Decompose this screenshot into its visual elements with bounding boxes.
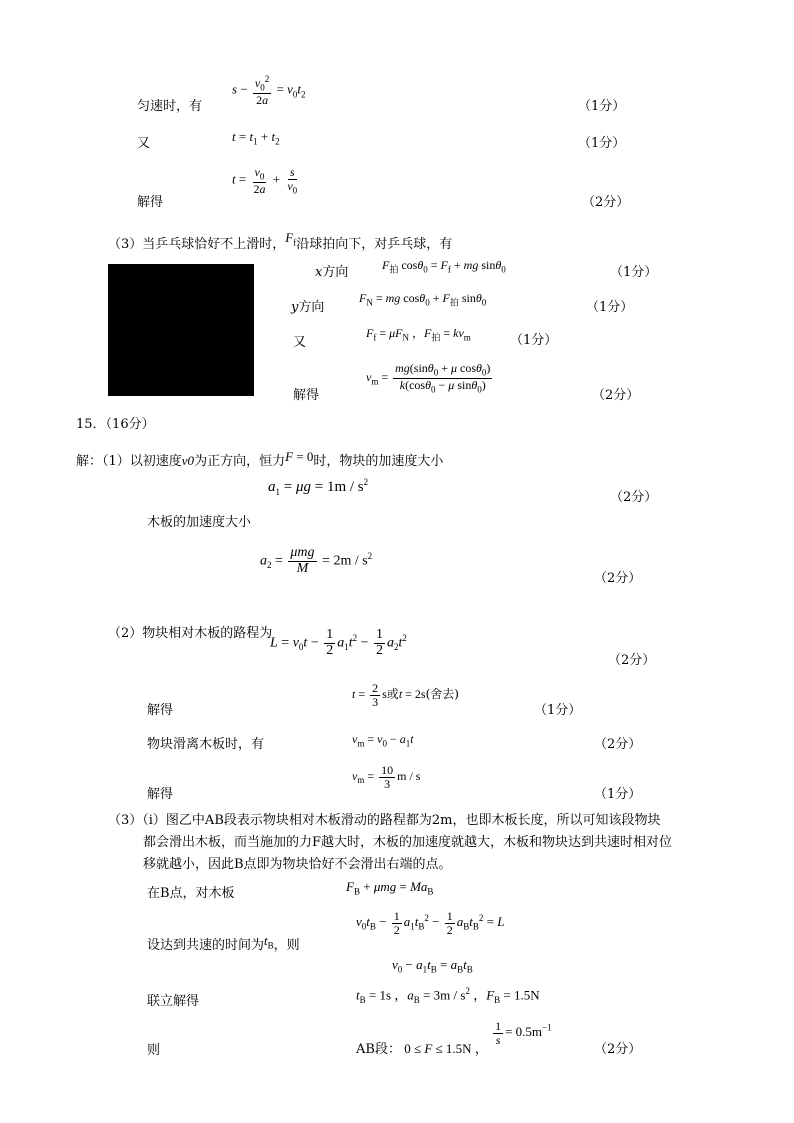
equation-L: $L = v_0t$ − $\frac{1}{2}$ $a_1t^2$ − $\frac{1}{2}$ $a_2t^2$: [270, 627, 407, 658]
label-uniform: 匀速时，有: [137, 99, 203, 114]
common-time-label: 设达到共速的时间为$t_B$，则: [147, 933, 300, 953]
label-also-2: 又: [293, 335, 307, 350]
part3-intro: （3）当乒乓球恰好不上滑时，$F_f$沿球拍向下，对乒乓球，有: [108, 230, 453, 252]
part3-line-1: （3）（ⅰ）图乙中AB段表示物块相对木板滑动的路程都为2m，也即木板长度，所以可知该段物块: [108, 813, 661, 828]
score-also: （1分）: [510, 333, 558, 348]
equation-x-direction: $F_拍$ $\cos\theta_0 = F_f$ + mg sinθ$_0$: [382, 258, 506, 275]
score-a2: （2分）: [594, 571, 642, 586]
label-solve-3: 解得: [147, 703, 174, 718]
discard-text: (舍去): [425, 686, 459, 701]
equation-friction-drag: $F_f = \mu F_N$ ，$F_拍 = kv_m$: [366, 326, 471, 343]
score-t: （1分）: [534, 703, 582, 718]
y-var: y: [291, 300, 299, 315]
board-acc-label: 木板的加速度大小: [147, 515, 252, 530]
or-text: 或: [386, 686, 399, 701]
part1-v0: v0: [181, 453, 195, 468]
score-2: （1分）: [578, 136, 626, 151]
figure-placeholder: [108, 264, 254, 396]
label-solve: 解得: [137, 195, 164, 210]
score-vm2: （1分）: [594, 787, 642, 802]
label-solve-4: 解得: [147, 787, 174, 802]
equation-vm: $v_m = v_0 - a_1t$: [352, 732, 414, 749]
part3-line-2: 都会滑出木板，而当施加的力F越大时，木板的加速度就越大，木板和物块达到共速时相对位: [143, 835, 673, 850]
equation-y-direction: $F_N$ = mg $\cos\theta_0 + F_拍$ sinθ$_0$: [359, 291, 487, 308]
score-solve: （2分）: [592, 388, 640, 403]
then-label: 则: [147, 1043, 161, 1058]
equation-B-values: $t_B = 1s$ ，$a_B = 3m / s^2$ ，$F_B = 1.5N$: [356, 986, 540, 1005]
y-dir: 方向: [298, 300, 325, 315]
x-direction-label: [315, 266, 348, 279]
label-solve-2: 解得: [293, 388, 320, 403]
equation-time-result: t = $\frac{v_0}{2a}$ + $\frac{s}{v_0}$: [232, 165, 298, 196]
part3-line-3: 移就越小，因此B点即为物块恰好不会滑出右端的点。: [143, 857, 452, 872]
x-var: x: [315, 265, 323, 280]
part1-b: 为正方向，恒力: [194, 454, 286, 469]
part2-label: （2）物块相对木板的路程为: [108, 626, 273, 641]
part1-a: 解：（1）以初速度: [76, 454, 182, 469]
score-last: （2分）: [594, 1042, 642, 1057]
equation-uniform-motion: s − $\frac{v_0^2}{2a}$ = $v_0t_2$: [232, 74, 306, 107]
equation-vm-result: $v_m$ = $\frac{mg(\sin\theta_0 + \mu \cos\theta_0)}{k(\cos\theta_0 - \mu \sin\theta_0)}$: [366, 361, 491, 395]
ab-seg-label: AB段：: [356, 1042, 401, 1058]
score-vm: （2分）: [594, 737, 642, 752]
equation-total-time: $t = t_1 + t_2$: [232, 129, 280, 147]
score-L: （2分）: [608, 653, 656, 668]
label-also: 又: [137, 136, 151, 151]
leave-label: 物块滑离木板时，有: [147, 737, 265, 752]
question-15-header: 15．（16分）: [76, 417, 155, 432]
at-B-label: 在B点，对木板: [147, 886, 235, 901]
y-direction-label: [291, 301, 324, 314]
equation-a2: $a_2$ = $\frac{\text{μmg}}{M}$ = $2m / s^2$: [260, 545, 373, 576]
q15-part1-line: 解：（1）以初速度v0为正方向，恒力F = 0时，物块的加速度大小: [76, 449, 444, 469]
x-dir: 方向: [322, 265, 349, 280]
equation-a1: $a_1 = \mu g = 1m / s^2$: [268, 477, 369, 497]
score-1: （1分）: [578, 99, 626, 114]
equation-FB: $F_B + \mu mg = Ma_B$: [346, 879, 434, 897]
part3-intro-b: 沿球拍向下，对乒乓球，有: [296, 237, 453, 252]
equation-t-solution: t = $\frac{2}{3}$ s或t = 2s(舍去): [352, 681, 459, 709]
part3-intro-a: （3）当乒乓球恰好不上滑时，: [108, 237, 286, 252]
score-y: （1分）: [586, 300, 634, 315]
equation-vm-value: $v_m$ = $\frac{10}{3}$ m / s: [352, 763, 421, 791]
equation-L-at-B: $v_0t_B$ − $\frac{1}{2}$ $a_1t_B^2$ − $\frac{1}{2}$ $a_Bt_B^2 = L$: [356, 909, 505, 937]
score-x: （1分）: [610, 265, 658, 280]
common-time-a: 设达到共速的时间为: [147, 938, 265, 953]
part1-c: 时，物块的加速度大小: [313, 454, 444, 469]
joint-solve-label: 联立解得: [147, 994, 200, 1009]
score-a1: （2分）: [610, 490, 658, 505]
score-3: （2分）: [582, 195, 630, 210]
equation-common-speed: $v_0 - a_1t_B = a_Bt_B$: [392, 957, 473, 975]
equation-AB-segment: AB段： 0 ≤ F ≤ 1.5N ， $\frac{1}{s}$ = $0.5m^{-1}$: [356, 1019, 552, 1058]
common-time-b: ，则: [273, 938, 300, 953]
